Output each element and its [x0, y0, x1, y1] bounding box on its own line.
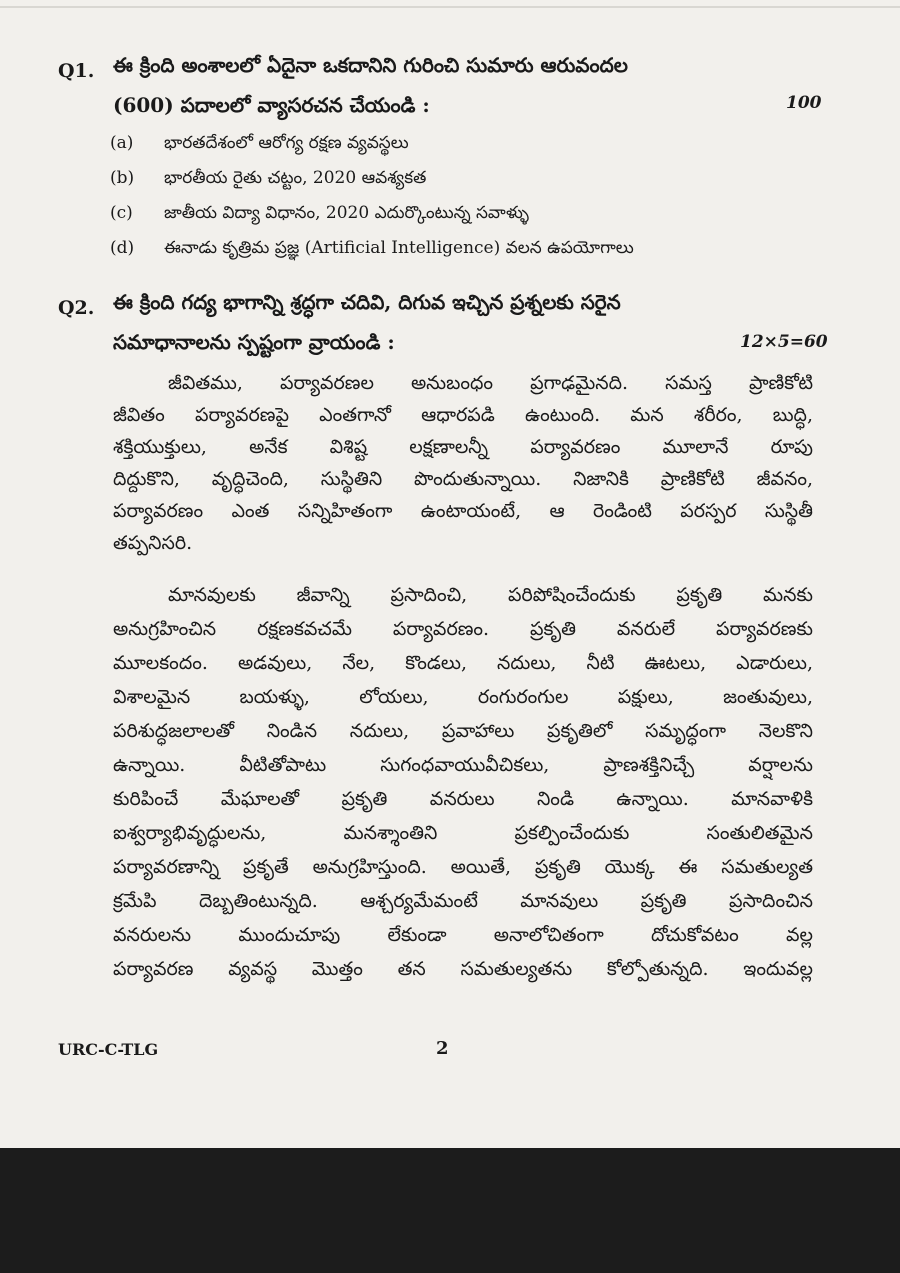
passage-line-13: కురిపించే మేఘాలతో ప్రకృతి వనరులు నిండి ఉన్నాయి. మానవాళికి: [113, 788, 813, 810]
passage-line-9: మూలకందం. అడవులు, నేల, కొండలు, నదులు, నీటి ఊటలు, ఎడారులు,: [113, 652, 813, 674]
passage-line-16: క్రమేపి దెబ్బతింటున్నది. ఆశ్చర్యమేమంటే మానవులు ప్రకృతి ప్రసాదించిన: [113, 890, 813, 912]
q1-number: Q1.: [58, 60, 95, 82]
q1-option-a: [110, 133, 409, 157]
passage-line-3: శక్తియుక్తులు, అనేక విశిష్ట లక్షణాలన్నీ పర్యావరణం మూలానే రూపు: [113, 436, 813, 458]
option-text: ఈనాడు కృత్రిమ ప్రజ్ఞ (Artificial Intelligence) వలన ఉపయోగాలు: [164, 238, 634, 258]
option-letter: (c): [110, 203, 133, 223]
passage-line-15: పర్యావరణాన్ని ప్రకృతే అనుగ్రహిస్తుంది. అయితే, ప్రకృతి యొక్క ఈ సమతుల్యత: [113, 856, 813, 878]
scan-artifact: [0, 6, 900, 8]
q2-prompt-line-2: సమాధానాలను స్పష్టంగా వ్రాయండి :: [113, 330, 395, 354]
passage-line-14: ఐశ్వర్యాభివృద్ధులను, మనశ్శాంతిని ప్రకల్పించేందుకు సంతులితమైన: [113, 822, 813, 844]
q2-marks: 12×5=60: [740, 332, 828, 352]
passage-line-8: అనుగ్రహించిన రక్షణకవచమే పర్యావరణం. ప్రకృతి వనరులే పర్యావరణకు: [113, 618, 813, 640]
passage-line-10: విశాలమైన బయళ్ళు, లోయలు, రంగురంగుల పక్షులు, జంతువులు,: [113, 686, 813, 708]
passage-line-5: పర్యావరణం ఎంత సన్నిహితంగా ఉంటాయంటే, ఆ రెండింటి పరస్పర సుస్థితీ: [113, 500, 813, 522]
option-letter: (b): [110, 168, 135, 188]
paper-code: URC-C-TLG: [58, 1040, 159, 1059]
passage-line-2: జీవితం పర్యావరణపై ఎంతగానో ఆధారపడి ఉంటుంది. మన శరీరం, బుద్ధి,: [113, 404, 813, 426]
option-text: భారతదేశంలో ఆరోగ్య రక్షణ వ్యవస్థలు: [164, 133, 409, 153]
passage-line-12: ఉన్నాయి. వీటితోపాటు సుగంధవాయువీచికలు, ప్రాణశక్తినిచ్చే వర్షాలను: [113, 754, 813, 776]
option-text: భారతీయ రైతు చట్టం, 2020 ఆవశ్యకత: [164, 168, 427, 188]
q1-prompt-line-1: ఈ క్రింది అంశాలలో ఏదైనా ఒకదానిని గురించి సుమారు ఆరువందల: [113, 53, 628, 77]
option-text: జాతీయ విద్యా విధానం, 2020 ఎదుర్కొంటున్న సవాళ్ళు: [164, 203, 530, 223]
q1-option-d: [110, 238, 634, 262]
q2-prompt-line-1: ఈ క్రింది గద్య భాగాన్ని శ్రద్ధగా చదివి, దిగువ ఇచ్చిన ప్రశ్నలకు సరైన: [113, 290, 621, 314]
passage-line-7: మానవులకు జీవాన్ని ప్రసాదించి, పరిపోషించేందుకు ప్రకృతి మనకు: [168, 584, 813, 606]
passage-line-4: దిద్దుకొని, వృద్ధిచెంది, సుస్థితిని పొందుతున్నాయి. నిజానికి ప్రాణికోటి జీవనం,: [113, 468, 813, 490]
q1-prompt-line-2: (600) పదాలలో వ్యాసరచన చేయండి :: [113, 93, 430, 117]
q2-number: Q2.: [58, 297, 95, 319]
q1-marks: 100: [786, 93, 822, 113]
q1-option-b: [110, 168, 426, 192]
option-letter: (a): [110, 133, 134, 153]
page-number: 2: [436, 1038, 449, 1059]
passage-line-11: పరిశుద్ధజలాలతో నిండిన నదులు, ప్రవాహాలు ప్రకృతిలో సమృద్ధంగా నెలకొని: [113, 720, 813, 742]
passage-line-17: వనరులను ముందుచూపు లేకుండా అనాలోచితంగా దోచుకోవటం వల్ల: [113, 924, 813, 946]
q1-option-c: [110, 203, 529, 227]
option-letter: (d): [110, 238, 135, 258]
passage-line-6: తప్పనిసరి.: [113, 532, 193, 554]
passage-line-18: పర్యావరణ వ్యవస్థ మొత్తం తన సమతుల్యతను కోల్పోతున్నది. ఇందువల్ల: [113, 958, 813, 980]
passage-line-1: జీవితము, పర్యావరణల అనుబంధం ప్రగాఢమైనది. సమస్త ప్రాణికోటి: [168, 372, 813, 394]
